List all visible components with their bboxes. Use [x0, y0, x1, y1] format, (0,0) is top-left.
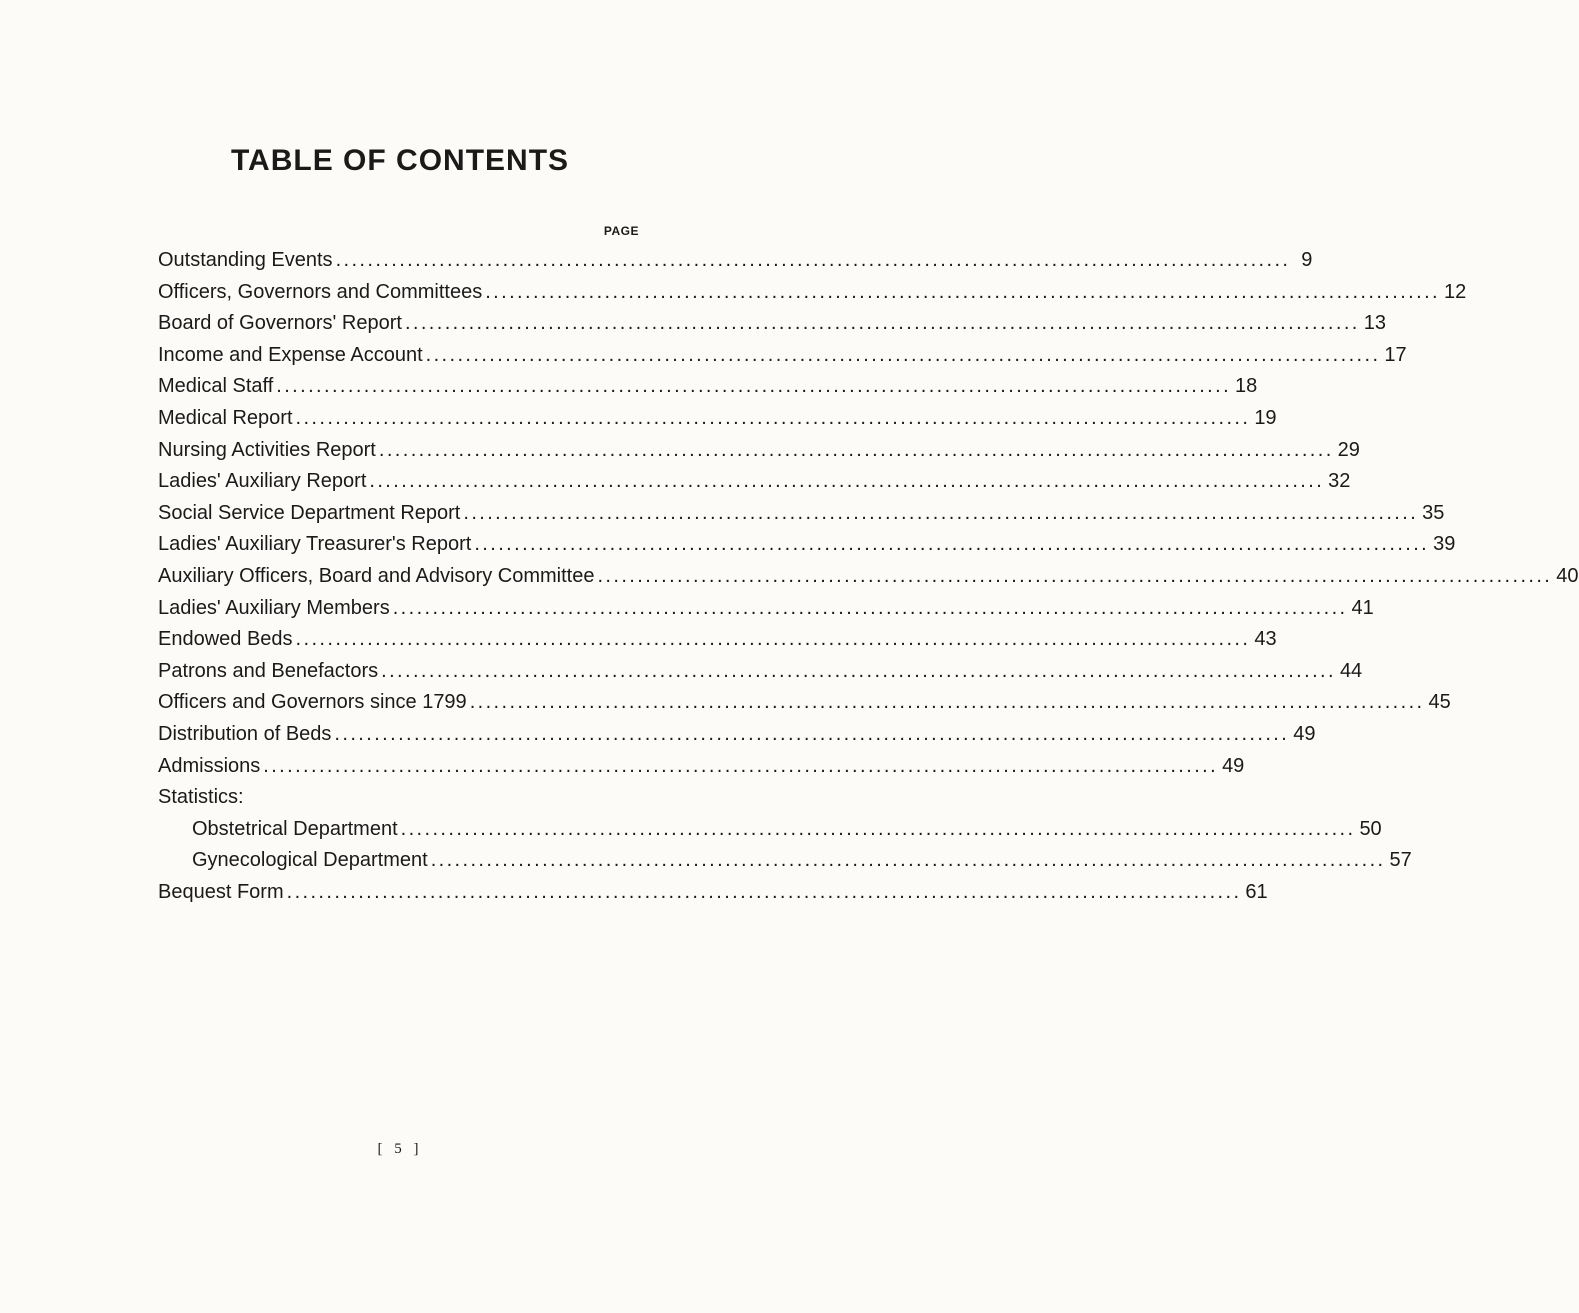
toc-section-title: Statistics: — [158, 786, 244, 809]
toc-entry-title: Medical Staff — [158, 375, 274, 398]
toc-entry-page: 57 — [1389, 849, 1412, 872]
toc-entry — [158, 751, 1245, 783]
dot-leader: ........................................................................................................................ — [463, 501, 1419, 524]
toc-entry-title: Distribution of Beds — [158, 722, 332, 745]
toc-entry-page: 13 — [1363, 312, 1386, 335]
dot-leader: ........................................................................................................................ — [392, 596, 1348, 619]
toc-entry-page: 45 — [1428, 691, 1451, 714]
page-number: [ 5 ] — [377, 1141, 423, 1157]
toc-entry-title: Medical Report — [158, 406, 293, 429]
toc-entry-title: Endowed Beds — [158, 628, 293, 651]
toc-entry — [158, 435, 1360, 467]
toc-entry-page: 44 — [1339, 659, 1363, 682]
toc-entry-page: 29 — [1337, 438, 1360, 461]
toc-entry-title: Officers and Governors since 1799 — [158, 691, 467, 714]
toc-entry-title: Outstanding Events — [158, 249, 333, 271]
dot-leader: ........................................................................................................................ — [286, 880, 1242, 903]
toc-entry — [158, 561, 1579, 593]
table-of-contents — [158, 245, 1579, 908]
toc-entry-page: 49 — [1222, 754, 1245, 777]
toc-entry — [158, 340, 1407, 372]
toc-entry — [158, 371, 1258, 403]
dot-leader: ........................................................................................................................ — [334, 722, 1290, 745]
toc-entry-title: Officers, Governors and Committees — [158, 280, 483, 303]
toc-entry-page: 40 — [1556, 564, 1579, 587]
toc-entry — [158, 814, 1382, 846]
dot-leader: ........................................................................................................................ — [295, 628, 1251, 651]
dot-leader: ........................................................................................................................ — [295, 406, 1251, 429]
toc-entry-page: 39 — [1433, 533, 1456, 556]
toc-entry-title: Admissions — [158, 754, 261, 777]
toc-entry-title: Ladies' Auxiliary Treasurer's Report — [158, 533, 472, 556]
toc-entry — [158, 529, 1456, 561]
toc-entry — [158, 245, 1313, 277]
toc-entry-title: Nursing Activities Report — [158, 438, 376, 461]
dot-leader: ........................................................................................................................ — [276, 375, 1232, 398]
toc-entry — [158, 308, 1386, 340]
toc-entry-page: 9 — [1301, 249, 1313, 271]
dot-leader: ........................................................................................................................ — [378, 438, 1334, 461]
toc-entry — [158, 877, 1268, 909]
toc-entry-title: Auxiliary Officers, Board and Advisory Committee — [158, 564, 595, 587]
toc-entry — [158, 624, 1277, 656]
toc-entry-page: 12 — [1444, 280, 1467, 303]
toc-entry-title: Social Service Department Report — [158, 501, 461, 524]
toc-entry — [158, 719, 1316, 751]
toc-entry-title: Patrons and Benefactors — [158, 659, 379, 682]
toc-entry — [158, 845, 1412, 877]
toc-entry — [158, 498, 1445, 530]
dot-leader: ........................................................................................................................ — [425, 343, 1381, 366]
toc-entry-page: 32 — [1328, 470, 1351, 493]
toc-entry-title: Income and Expense Account — [158, 343, 423, 366]
toc-entry-page: 18 — [1235, 375, 1258, 398]
toc-entry — [158, 403, 1277, 435]
toc-entry-title: Board of Governors' Report — [158, 312, 402, 335]
page-column-header: PAGE — [603, 224, 639, 238]
toc-entry-page: 50 — [1359, 817, 1382, 840]
dot-leader: ........................................................................................................................ — [597, 564, 1553, 587]
toc-entry-page: 41 — [1351, 596, 1374, 619]
toc-entry-page: 35 — [1422, 501, 1445, 524]
toc-entry-title: Ladies' Auxiliary Members — [158, 596, 390, 619]
toc-entry — [158, 656, 1363, 688]
toc-entry-page: 17 — [1384, 343, 1407, 366]
toc-entry-page: 19 — [1254, 406, 1277, 429]
toc-entry — [158, 593, 1374, 625]
dot-leader: ........................................................................................................................ — [263, 754, 1219, 777]
toc-section-heading — [158, 782, 640, 814]
toc-entry — [158, 687, 1451, 719]
toc-entry — [158, 277, 1467, 309]
toc-entry-page: 43 — [1254, 628, 1277, 651]
toc-entry-title: Gynecological Department — [192, 849, 428, 872]
toc-entry-title: Obstetrical Department — [192, 817, 398, 840]
dot-leader: ........................................................................................................................ — [474, 533, 1430, 556]
dot-leader: ........................................................................................................................ — [485, 280, 1440, 303]
page-title: TABLE OF CONTENTS — [230, 144, 570, 177]
dot-leader: ........................................................................................................................ — [335, 249, 1291, 271]
toc-entry-title: Ladies' Auxiliary Report — [158, 470, 367, 493]
dot-leader: ........................................................................................................................ — [404, 312, 1360, 335]
toc-entry — [158, 466, 1351, 498]
dot-leader: ........................................................................................................................ — [369, 470, 1325, 493]
dot-leader: ........................................................................................................................ — [381, 659, 1336, 682]
dot-leader: ........................................................................................................................ — [400, 817, 1356, 840]
dot-leader: ........................................................................................................................ — [469, 691, 1425, 714]
toc-entry-page: 49 — [1293, 722, 1316, 745]
dot-leader: ........................................................................................................................ — [430, 849, 1386, 872]
toc-entry-page: 61 — [1245, 880, 1268, 903]
toc-entry-title: Bequest Form — [158, 880, 284, 903]
